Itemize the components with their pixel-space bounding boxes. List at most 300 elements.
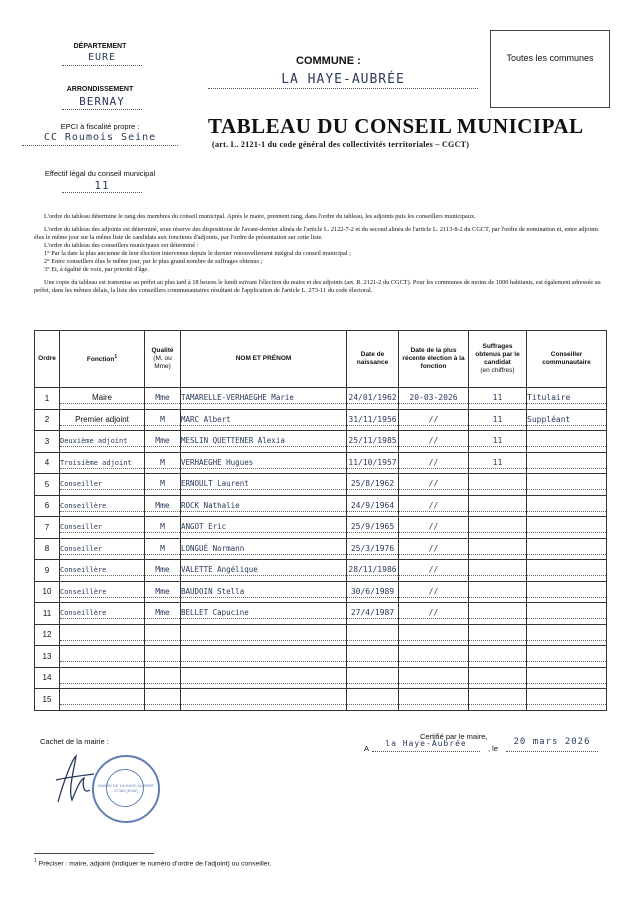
arrondissement-value: BERNAY	[62, 95, 142, 110]
cell-qualite-line	[145, 607, 180, 619]
cell-nom-line	[181, 650, 346, 662]
cell-nom-value: VALETTE Angélique	[181, 565, 258, 575]
intro-paragraph: L'ordre du tableau des conseillers municipaux est déterminé :	[44, 242, 199, 249]
cell-naissance	[347, 560, 399, 582]
table-row	[35, 667, 607, 689]
cell-nom	[181, 474, 347, 496]
header-fonction-note: 1	[114, 354, 118, 361]
header-fonction	[60, 331, 145, 388]
footnote	[34, 858, 594, 867]
cell-election	[399, 538, 469, 560]
cell-suffrages-line	[469, 435, 526, 447]
cell-fonction	[60, 646, 145, 668]
cell-qualite	[145, 646, 181, 668]
cell-election-line	[399, 564, 468, 576]
cell-election	[399, 431, 469, 453]
cell-ordre: 1	[35, 388, 60, 410]
cell-suffrages-value: 11	[492, 436, 503, 446]
cell-election	[399, 517, 469, 539]
cell-suffrages-line	[469, 543, 526, 555]
cell-election-value: //	[428, 608, 439, 618]
cell-election-line	[399, 693, 468, 705]
cell-naissance-line	[347, 435, 398, 447]
cell-communautaire-line	[527, 650, 606, 662]
cell-election-value: //	[428, 522, 439, 532]
table-row	[35, 538, 607, 560]
cell-election-line	[399, 543, 468, 555]
cell-suffrages-value: 11	[492, 457, 503, 467]
cell-nom	[181, 452, 347, 474]
cell-election-line	[399, 650, 468, 662]
date-value: 20 mars 2026	[506, 737, 598, 752]
cell-nom-line	[181, 543, 346, 555]
cell-naissance-value: 25/11/1985	[348, 436, 397, 446]
cell-election	[399, 409, 469, 431]
council-table	[34, 330, 607, 711]
intro-paragraph: 3° Et, à égalité de voix, par priorité d'âge.	[44, 266, 149, 273]
cell-nom-line	[181, 693, 346, 705]
cell-fonction	[60, 517, 145, 539]
cell-suffrages-line	[469, 693, 526, 705]
cell-fonction-value: Conseillère	[60, 501, 107, 510]
cell-qualite-value: Mme	[155, 500, 170, 510]
cell-suffrages	[469, 667, 527, 689]
cell-ordre: 7	[35, 517, 60, 539]
cell-suffrages	[469, 431, 527, 453]
cell-fonction-line	[60, 672, 144, 684]
cell-election-line	[399, 392, 468, 404]
cell-communautaire-line	[527, 586, 606, 598]
cell-naissance-value: 24/01/1962	[348, 393, 397, 403]
cell-suffrages	[469, 474, 527, 496]
cell-ordre: 2	[35, 409, 60, 431]
cell-election-line	[399, 521, 468, 533]
cell-fonction-value: Troisième adjoint	[60, 458, 132, 467]
table-row	[35, 452, 607, 474]
cell-election-line	[399, 629, 468, 641]
cell-fonction	[60, 667, 145, 689]
cell-communautaire	[527, 409, 607, 431]
cell-suffrages	[469, 388, 527, 410]
cell-qualite-line	[145, 629, 180, 641]
cell-naissance-line	[347, 500, 398, 512]
intro-paragraph: 2° Entre conseillers élus le même jour, par le plus grand nombre de suffrages obtenus ;	[44, 258, 263, 265]
certifie-label: Certifié par le maire,	[420, 732, 488, 741]
cell-communautaire	[527, 452, 607, 474]
cell-suffrages-line	[469, 414, 526, 426]
cell-communautaire-line	[527, 435, 606, 447]
cell-fonction-line	[60, 543, 144, 555]
cell-qualite-value: M	[160, 414, 165, 424]
cell-naissance-line	[347, 693, 398, 705]
cell-suffrages-line	[469, 521, 526, 533]
cell-election-line	[399, 672, 468, 684]
cell-qualite-value: Mme	[155, 393, 170, 403]
cell-election	[399, 667, 469, 689]
cell-fonction-line	[60, 500, 144, 512]
cell-naissance-value: 30/6/1989	[350, 586, 395, 596]
cell-suffrages	[469, 495, 527, 517]
cell-communautaire	[527, 624, 607, 646]
cell-communautaire-line	[527, 478, 606, 490]
cell-suffrages	[469, 646, 527, 668]
cell-communautaire-line	[527, 521, 606, 533]
cell-fonction-line	[60, 693, 144, 705]
cell-fonction	[60, 431, 145, 453]
cell-communautaire-value: Titulaire	[527, 393, 571, 403]
cell-communautaire-line	[527, 543, 606, 555]
cell-qualite	[145, 603, 181, 625]
cell-naissance-line	[347, 392, 398, 404]
cell-suffrages-line	[469, 629, 526, 641]
cell-election	[399, 495, 469, 517]
cell-election-line	[399, 607, 468, 619]
cell-qualite-value: Mme	[155, 565, 170, 575]
cell-suffrages-line	[469, 586, 526, 598]
cell-nom-line	[181, 607, 346, 619]
cell-election	[399, 474, 469, 496]
effectif-label: Effectif légal du conseil municipal	[44, 169, 156, 178]
cell-election-line	[399, 435, 468, 447]
cell-fonction-value: Conseiller	[60, 480, 103, 489]
cell-election	[399, 646, 469, 668]
cell-fonction	[60, 409, 145, 431]
commune-category-box	[490, 30, 610, 108]
cell-fonction	[60, 474, 145, 496]
cell-qualite-line	[145, 392, 180, 404]
cell-election-value: //	[428, 457, 439, 467]
intro-paragraph: Une copie du tableau est transmise au préfet au plus tard à 18 heures le lundi suivant l'élection du maire et des adjoints (art. R. 2121-2 du CGCT). Pour les communes de moins de 1000 habitants, est également adressée au préfet, dans les mêmes délais, la liste des conseillers communautaires résultant de l'application de l'article L. 273-11 du code électoral.	[34, 279, 601, 294]
cell-naissance	[347, 689, 399, 711]
cell-election-value: //	[428, 565, 439, 575]
cell-fonction-line	[60, 435, 144, 447]
cell-election-value: //	[428, 436, 439, 446]
cell-qualite	[145, 689, 181, 711]
cell-communautaire	[527, 517, 607, 539]
cell-election	[399, 560, 469, 582]
cell-naissance	[347, 646, 399, 668]
cell-nom-value: BELLET Capucine	[181, 608, 249, 618]
cell-election-value: //	[428, 586, 439, 596]
cell-fonction-line	[60, 521, 144, 533]
cell-communautaire	[527, 603, 607, 625]
cell-communautaire	[527, 538, 607, 560]
table-row	[35, 560, 607, 582]
cell-nom-line	[181, 414, 346, 426]
cell-qualite-line	[145, 543, 180, 555]
department-value: EURE	[62, 52, 142, 66]
header-ordre: Ordre	[35, 331, 60, 388]
cell-nom	[181, 388, 347, 410]
table-header-row	[35, 331, 607, 388]
cell-fonction	[60, 581, 145, 603]
cell-fonction	[60, 603, 145, 625]
cell-nom-value: TAMARELLE-VERHAEGHE Marie	[181, 393, 294, 403]
cell-naissance-line	[347, 586, 398, 598]
cell-naissance	[347, 581, 399, 603]
cell-communautaire	[527, 495, 607, 517]
cell-suffrages	[469, 560, 527, 582]
cell-ordre: 8	[35, 538, 60, 560]
header-election: Date de la plus récente élection à la fonction	[399, 331, 469, 388]
cell-ordre: 3	[35, 431, 60, 453]
cell-ordre: 6	[35, 495, 60, 517]
cell-election-line	[399, 457, 468, 469]
cell-communautaire	[527, 474, 607, 496]
cell-qualite-line	[145, 650, 180, 662]
table-row	[35, 646, 607, 668]
cell-fonction-value: Conseillère	[60, 587, 107, 596]
cell-qualite-line	[145, 586, 180, 598]
cell-naissance-line	[347, 564, 398, 576]
cell-qualite	[145, 624, 181, 646]
cell-election-value: //	[428, 543, 439, 553]
cell-suffrages	[469, 624, 527, 646]
cell-communautaire-line	[527, 607, 606, 619]
cell-naissance-value: 24/9/1964	[350, 500, 395, 510]
cell-fonction	[60, 388, 145, 410]
header-nom: NOM ET PRÉNOM	[181, 331, 347, 388]
cell-naissance-line	[347, 607, 398, 619]
cell-qualite-line	[145, 564, 180, 576]
cell-ordre: 13	[35, 646, 60, 668]
epci-value: CC Roumois Seine	[22, 132, 178, 146]
header-qualite-label: Qualité	[151, 347, 174, 354]
cell-nom	[181, 667, 347, 689]
cell-fonction-line	[60, 607, 144, 619]
commune-category-text: Toutes les communes	[506, 53, 594, 63]
cell-naissance-line	[347, 672, 398, 684]
cell-qualite-line	[145, 414, 180, 426]
cell-ordre: 4	[35, 452, 60, 474]
header-suffrages	[469, 331, 527, 388]
cell-naissance-line	[347, 629, 398, 641]
table-row	[35, 517, 607, 539]
cell-fonction-value: Conseiller	[60, 523, 103, 532]
cell-communautaire-line	[527, 672, 606, 684]
cell-election-value: //	[428, 479, 439, 489]
footnote-divider	[34, 853, 154, 854]
cell-election-line	[399, 586, 468, 598]
table-row	[35, 603, 607, 625]
cell-qualite-line	[145, 672, 180, 684]
cell-naissance-value: 25/9/1965	[350, 522, 395, 532]
place-prefix: A	[364, 744, 370, 753]
cell-naissance-line	[347, 414, 398, 426]
cell-naissance-value: 27/4/1987	[350, 608, 395, 618]
header-naissance: Date de naissance	[347, 331, 399, 388]
header-fonction-label: Fonction	[86, 356, 115, 364]
cell-qualite-line	[145, 478, 180, 490]
cell-fonction	[60, 689, 145, 711]
cell-suffrages-value: 11	[492, 414, 503, 424]
cell-naissance	[347, 517, 399, 539]
cell-naissance-line	[347, 521, 398, 533]
cell-fonction-value: Premier adjoint	[75, 414, 129, 424]
cell-election	[399, 388, 469, 410]
cell-naissance	[347, 603, 399, 625]
table-row	[35, 474, 607, 496]
cell-fonction-line	[60, 629, 144, 641]
cell-ordre: 12	[35, 624, 60, 646]
cell-nom	[181, 495, 347, 517]
cell-communautaire	[527, 388, 607, 410]
cell-qualite-value: Mme	[155, 586, 170, 596]
cell-naissance	[347, 474, 399, 496]
cell-nom-line	[181, 392, 346, 404]
cell-nom-line	[181, 457, 346, 469]
department-label: DÉPARTEMENT	[73, 43, 127, 50]
cell-naissance-line	[347, 650, 398, 662]
cell-qualite-line	[145, 435, 180, 447]
cell-communautaire-line	[527, 564, 606, 576]
cell-election-line	[399, 500, 468, 512]
cell-qualite	[145, 388, 181, 410]
cell-suffrages-line	[469, 672, 526, 684]
cell-nom-line	[181, 586, 346, 598]
cell-nom-line	[181, 521, 346, 533]
table-row	[35, 624, 607, 646]
cell-election-value: //	[428, 414, 439, 424]
cell-naissance-value: 25/3/1976	[350, 543, 395, 553]
cell-naissance-value: 28/11/1986	[348, 565, 397, 575]
place-value: la Haye-Aubrée	[372, 739, 480, 752]
cell-election-value: //	[428, 500, 439, 510]
cell-suffrages-line	[469, 457, 526, 469]
cell-fonction-line	[60, 478, 144, 490]
cell-communautaire-line	[527, 414, 606, 426]
cell-qualite	[145, 431, 181, 453]
cell-qualite-value: M	[160, 479, 165, 489]
cell-naissance-value: 25/8/1962	[350, 479, 395, 489]
cell-fonction-value: Conseiller	[60, 544, 103, 553]
cell-suffrages	[469, 603, 527, 625]
cell-nom-line	[181, 478, 346, 490]
cell-nom-line	[181, 500, 346, 512]
commune-label: COMMUNE :	[296, 55, 361, 67]
cell-communautaire	[527, 581, 607, 603]
cell-suffrages	[469, 689, 527, 711]
cell-fonction	[60, 538, 145, 560]
cell-suffrages-value: 11	[492, 393, 503, 403]
cell-suffrages	[469, 517, 527, 539]
cell-nom-value: MARC Albert	[181, 414, 231, 424]
cell-naissance	[347, 409, 399, 431]
cell-nom-value: BAUDOIN Stella	[181, 586, 245, 596]
cell-fonction	[60, 624, 145, 646]
cell-election-line	[399, 478, 468, 490]
cell-nom-value: LONGUÉ Normann	[181, 543, 245, 553]
cell-communautaire-line	[527, 693, 606, 705]
cell-election-value: 20-03-2026	[409, 393, 458, 403]
cell-nom	[181, 689, 347, 711]
header-suffrages-sub: (en chiffres)	[480, 367, 515, 374]
cell-fonction-value: Conseillère	[60, 609, 107, 618]
cell-qualite	[145, 560, 181, 582]
cell-suffrages	[469, 452, 527, 474]
page-subtitle: (art. L. 2121-1 du code général des collectivités territoriales – CGCT)	[212, 140, 470, 149]
cachet-label: Cachet de la mairie :	[40, 737, 109, 746]
table-row	[35, 689, 607, 711]
cell-ordre: 15	[35, 689, 60, 711]
table-row	[35, 581, 607, 603]
cell-nom-value: VERHAEGHE Hugues	[181, 457, 254, 467]
cell-election-line	[399, 414, 468, 426]
cell-qualite	[145, 581, 181, 603]
cell-naissance-value: 31/11/1956	[348, 414, 397, 424]
cell-fonction-line	[60, 457, 144, 469]
cell-fonction	[60, 495, 145, 517]
cell-suffrages-line	[469, 478, 526, 490]
cell-naissance	[347, 452, 399, 474]
cell-nom-value: ERNOULT Laurent	[181, 479, 249, 489]
cell-fonction-value: Conseillère	[60, 566, 107, 575]
cell-naissance	[347, 431, 399, 453]
cell-naissance	[347, 667, 399, 689]
mairie-seal	[92, 755, 160, 823]
cell-qualite-value: Mme	[155, 436, 170, 446]
cell-communautaire-line	[527, 457, 606, 469]
cell-nom-value: MESLIN QUETTENER Alexia	[181, 436, 285, 446]
cell-suffrages	[469, 581, 527, 603]
cell-naissance-line	[347, 457, 398, 469]
cell-qualite-line	[145, 457, 180, 469]
cell-suffrages-line	[469, 500, 526, 512]
cell-qualite	[145, 517, 181, 539]
cell-nom	[181, 646, 347, 668]
cell-nom	[181, 517, 347, 539]
cell-fonction	[60, 452, 145, 474]
cell-communautaire-line	[527, 392, 606, 404]
cell-suffrages	[469, 538, 527, 560]
cell-naissance	[347, 624, 399, 646]
cell-nom	[181, 603, 347, 625]
cell-communautaire	[527, 560, 607, 582]
cell-qualite	[145, 409, 181, 431]
cell-fonction-line	[60, 414, 144, 426]
table-row	[35, 388, 607, 410]
cell-fonction-line	[60, 650, 144, 662]
cell-nom-line	[181, 629, 346, 641]
cell-suffrages-line	[469, 650, 526, 662]
cell-naissance	[347, 495, 399, 517]
cell-ordre: 14	[35, 667, 60, 689]
cell-communautaire-line	[527, 629, 606, 641]
cell-election	[399, 624, 469, 646]
intro-paragraph: L'ordre du tableau des adjoints est déterminé, sous réserve des dispositions de l'avant-dernier alinéa de l'article L. 2122-7-2 et du second alinéa de l'article L. 2113-8-2 du CGCT, par l'ordre de nomination et, entre adjoints élus le même jour sur la même liste de candidats aux fonctions d'adjoints, par l'ordre de présentation sur cette liste.	[34, 226, 599, 241]
arrondissement-label: ARRONDISSEMENT	[66, 86, 134, 93]
cell-nom-value: ANGOT Eric	[181, 522, 227, 532]
intro-text	[34, 213, 606, 295]
effectif-value: 11	[62, 179, 142, 193]
cell-suffrages-line	[469, 392, 526, 404]
cell-nom-value: ROCK Nathalie	[181, 500, 240, 510]
table-row	[35, 409, 607, 431]
cell-qualite-value: Mme	[155, 608, 170, 618]
header-suffrages-label: Suffrages obtenus par le candidat	[475, 343, 520, 366]
footnote-text: Préciser : maire, adjoint (indiquer le numéro d'ordre de l'adjoint) ou conseiller.	[38, 860, 272, 868]
cell-qualite	[145, 495, 181, 517]
cell-qualite	[145, 538, 181, 560]
cell-fonction-line	[60, 564, 144, 576]
cell-fonction-line	[60, 586, 144, 598]
cell-naissance-line	[347, 543, 398, 555]
cell-qualite-line	[145, 500, 180, 512]
header-communautaire: Conseiller communautaire	[527, 331, 607, 388]
cell-qualite	[145, 474, 181, 496]
table-row	[35, 431, 607, 453]
cell-nom-line	[181, 564, 346, 576]
